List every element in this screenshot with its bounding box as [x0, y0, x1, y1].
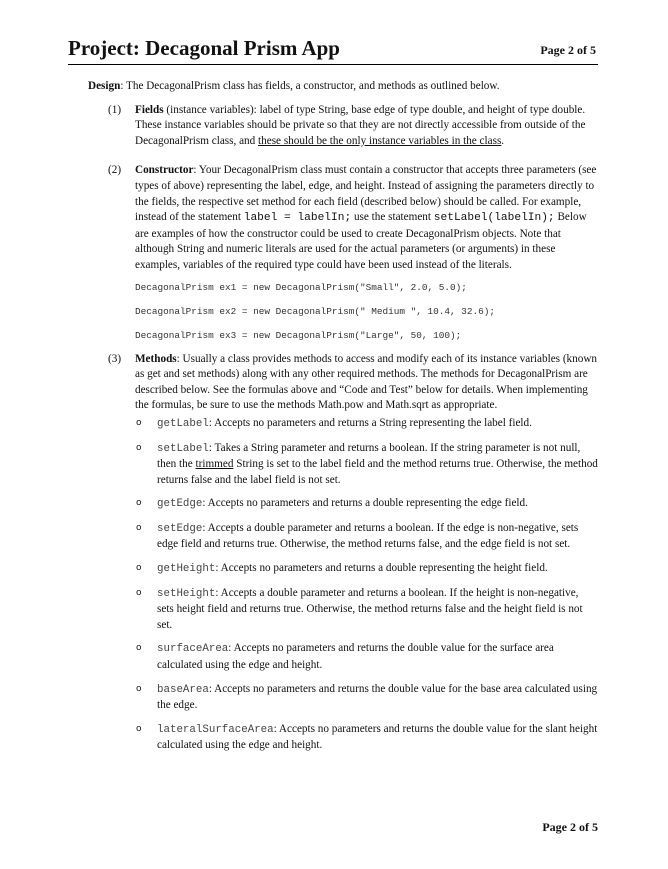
- fields-section: [68, 103, 598, 150]
- methods-number: (3): [108, 352, 122, 365]
- bullet-icon: o: [136, 643, 142, 654]
- code-example-1: DecagonalPrism ex1 = new DecagonalPrism("Small", 2.0, 5.0);: [135, 281, 467, 293]
- bullet-icon: o: [136, 522, 142, 533]
- document-title: Project: Decagonal Prism App: [68, 36, 340, 60]
- fields-number: (1): [108, 103, 122, 116]
- document-body: [68, 79, 598, 754]
- bullet-icon: o: [136, 683, 142, 694]
- methods-text: : Usually a class provides methods to access and modify each of its instance variables (known as get and set methods) along with any other required methods. The methods for DecagonalPrism are described below. See the formulas above and “Code and Test” below for details. When implementing the formulas, be sure to use the methods Math.pow and Math.sqrt as appropriate.: [135, 352, 598, 412]
- method-desc: : Accepts a double parameter and returns a boolean. If the height is non-negative, sets height field and returns true. Otherwise, the method returns false and the height field is not set.: [157, 586, 583, 631]
- constructor-label: Constructor: [135, 164, 194, 177]
- design-text: : The DecagonalPrism class has fields, a constructor, and methods as outlined below.: [120, 80, 500, 92]
- constructor-code-2: setLabel(labelIn);: [433, 212, 555, 225]
- method-item-surfacearea: [68, 641, 598, 673]
- bullet-icon: o: [136, 417, 142, 428]
- method-desc: : Takes a String parameter and returns a boolean. If the string parameter is not null, then the: [157, 441, 581, 471]
- bullet-icon: o: [136, 723, 142, 734]
- method-item-getlabel: [68, 416, 598, 433]
- method-item-setlabel: [68, 441, 598, 489]
- fields-label: Fields: [135, 103, 164, 116]
- method-item-lateralsurfacearea: [68, 722, 598, 754]
- method-name: getEdge: [157, 498, 203, 511]
- methods-label: Methods: [135, 352, 177, 365]
- constructor-section: [68, 163, 598, 273]
- code-example-3: DecagonalPrism ex3 = new DecagonalPrism("Large", 50, 100);: [135, 329, 462, 341]
- method-item-getedge: [68, 496, 598, 513]
- methods-paragraph: [135, 352, 598, 414]
- fields-text: (instance variables): label of type String, base edge of type double, and height of type double. These instance variables should be private so that they are not directly accessible from outside of the DecagonalPrism class, and: [135, 103, 586, 147]
- constructor-paragraph: [135, 163, 598, 273]
- method-name: surfaceArea: [157, 643, 229, 656]
- fields-paragraph: [135, 103, 598, 150]
- method-desc: : Accepts a double parameter and returns a boolean. If the edge is non-negative, sets edge field and returns true. Otherwise, the method returns false, and the edge field is not set.: [157, 521, 579, 551]
- fields-underlined-text: these should be the only instance variables in the class: [258, 134, 502, 147]
- method-desc: : Accepts no parameters and returns a double representing the height field.: [215, 562, 548, 575]
- constructor-text-1: : Your DecagonalPrism class must contain a constructor that accepts three parameters (see types of above) representing the label, edge, and height. Instead of assigning the parameters directly to the fields, the respective set method for each field (described below) should be called. For example, instead of the statement: [135, 164, 597, 224]
- methods-list: [68, 416, 598, 754]
- bullet-icon: o: [136, 563, 142, 574]
- code-example-2: DecagonalPrism ex2 = new DecagonalPrism(" Medium ", 10.4, 32.6);: [135, 305, 496, 317]
- page-number-top: Page 2 of 5: [540, 43, 596, 57]
- method-desc: : Accepts no parameters and returns a double representing the edge field.: [202, 497, 528, 510]
- method-item-basearea: [68, 682, 598, 714]
- constructor-examples: [68, 282, 598, 342]
- method-desc: : Accepts no parameters and returns the double value for the surface area calculated using the edge and height.: [157, 642, 554, 672]
- constructor-text-2: use the statement: [351, 211, 434, 224]
- method-item-setheight: [68, 586, 598, 634]
- method-name: setLabel: [157, 442, 209, 455]
- page-number-bottom: Page 2 of 5: [542, 820, 598, 834]
- bullet-icon: o: [136, 442, 142, 453]
- method-desc: : Accepts no parameters and returns the double value for the slant height calculated using the edge and height.: [157, 722, 598, 752]
- method-name: setHeight: [157, 587, 216, 600]
- method-item-getheight: [68, 561, 598, 578]
- method-desc-end: String is set to the label field and the method returns true. Otherwise, the method returns false and the label field is not set.: [157, 458, 598, 486]
- bullet-icon: o: [136, 587, 142, 598]
- constructor-text-3: Below are examples of how the constructor could be used to create DecagonalPrism objects. Note that although String and numeric literals are used for the actual parameters (or arguments) in these examples, variables of the required type could have been used instead of the literals.: [135, 211, 587, 271]
- design-label: Design: [88, 80, 121, 92]
- methods-section: [68, 352, 598, 414]
- constructor-number: (2): [108, 164, 122, 177]
- design-paragraph: [88, 79, 598, 95]
- method-name: setEdge: [157, 522, 203, 535]
- method-name: baseArea: [157, 683, 209, 696]
- method-item-setedge: [68, 521, 598, 553]
- method-desc-underlined: trimmed: [195, 458, 234, 471]
- method-desc: : Accepts no parameters and returns a String representing the label field.: [208, 416, 532, 429]
- method-name: getHeight: [157, 563, 216, 576]
- bullet-icon: o: [136, 498, 142, 509]
- method-desc: : Accepts no parameters and returns the double value for the base area calculated using the edge.: [157, 682, 598, 712]
- fields-end: .: [501, 134, 505, 147]
- constructor-code-1: label = labelIn;: [243, 212, 352, 225]
- page-header: [68, 36, 598, 65]
- method-name: lateralSurfaceArea: [157, 723, 274, 736]
- method-name: getLabel: [157, 417, 209, 430]
